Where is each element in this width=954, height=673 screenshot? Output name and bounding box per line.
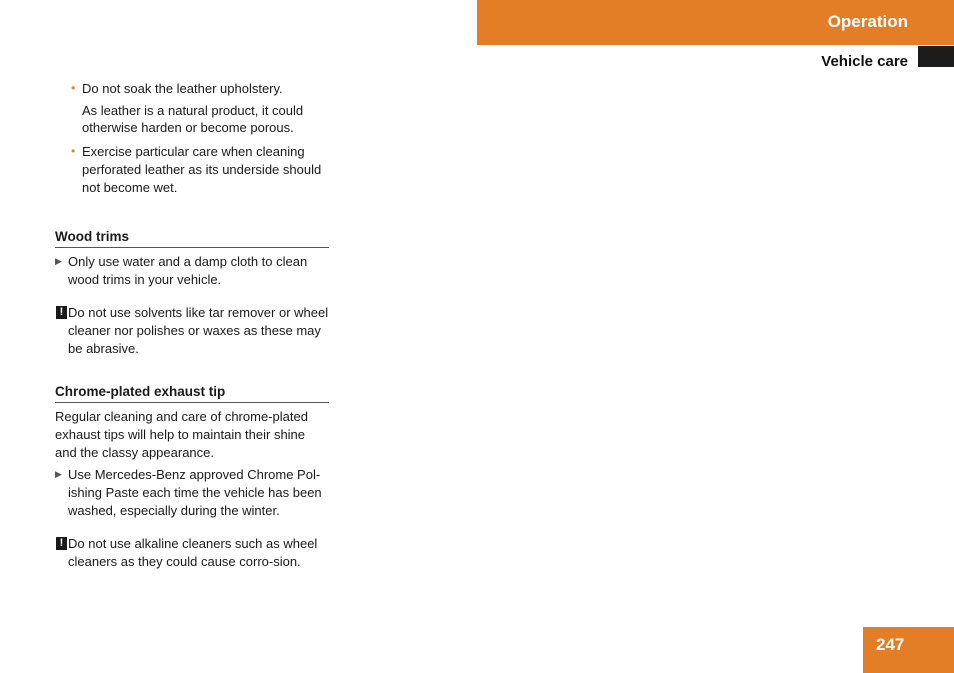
- wood-instruction: [55, 253, 329, 288]
- arrow-right-icon: ▶: [55, 469, 62, 480]
- page-number: 247: [876, 635, 905, 654]
- section-tab-marker: [918, 46, 954, 67]
- header-bar: [477, 0, 954, 45]
- main-content: [55, 80, 329, 571]
- chrome-warning: [55, 535, 329, 570]
- bullet-dot-icon: •: [71, 144, 76, 159]
- chrome-exhaust-heading: Chrome-plated exhaust tip: [55, 383, 329, 403]
- wood-trims-heading: Wood trims: [55, 228, 329, 248]
- arrow-right-icon: ▶: [55, 255, 62, 266]
- wood-warning: [55, 304, 329, 357]
- instruction-text: Use Mercedes-Benz approved Chrome Pol-ishing Paste each time the vehicle has been washed, especially during the winter.: [68, 467, 322, 518]
- section-title: Operation: [827, 12, 908, 31]
- warning-icon: !: [56, 537, 67, 550]
- chrome-paragraph: Regular cleaning and care of chrome-plated exhaust tips will help to maintain their shine and the classy appearance.: [55, 409, 308, 460]
- bullet-text: Exercise particular care when cleaning perforated leather as its underside should not become wet.: [82, 144, 322, 195]
- warning-text: Do not use alkaline cleaners such as wheel cleaners as they could cause corro-sion.: [68, 536, 318, 570]
- page-number-box: [863, 627, 954, 673]
- warning-text: Do not use solvents like tar remover or wheel cleaner nor polishes or waxes as these may be abrasive.: [68, 305, 329, 356]
- warning-icon: !: [56, 306, 67, 319]
- bullet-dot-icon: •: [71, 81, 76, 95]
- instruction-text: Only use water and a damp cloth to clean wood trims in your vehicle.: [68, 253, 308, 287]
- chrome-instruction: [55, 466, 329, 519]
- subsection-title: Vehicle care: [821, 53, 908, 70]
- list-item: [55, 80, 329, 98]
- bullet-text: Do not soak the leather upholstery.: [82, 81, 283, 96]
- list-item: [55, 143, 329, 196]
- bullet-subtext: As leather is a natural product, it could otherwise harden or become porous.: [82, 102, 304, 136]
